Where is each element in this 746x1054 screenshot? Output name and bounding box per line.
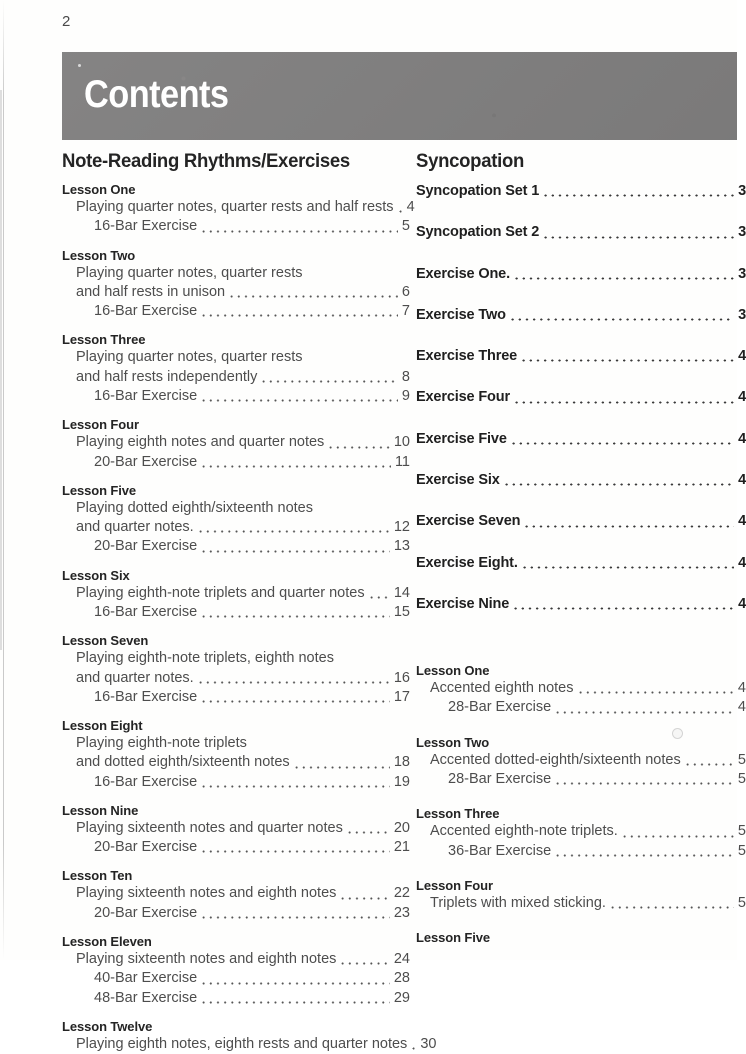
toc-entry[interactable] <box>62 453 410 472</box>
toc-entry-label: 16-Bar Exercise <box>94 773 198 790</box>
toc-entry-label: Exercise Nine <box>416 595 510 612</box>
dot-leader <box>200 314 398 317</box>
lesson-heading: Lesson Seven <box>62 633 149 649</box>
dot-leader <box>200 399 398 402</box>
dot-leader <box>609 906 734 909</box>
toc-entry-label: and quarter notes. <box>76 669 194 686</box>
toc-entry[interactable] <box>416 512 746 531</box>
section-title-syncopation <box>416 150 746 173</box>
scan-speck <box>78 64 81 67</box>
toc-entry-label: 20-Bar Exercise <box>94 839 198 856</box>
toc-page-number: 4 <box>737 680 746 697</box>
dot-leader <box>503 483 734 486</box>
toc-page-number: 8 <box>401 368 410 385</box>
toc-entry-label: Syncopation Set 2 <box>416 224 540 241</box>
toc-entry-label: Playing quarter notes, quarter rests <box>76 264 303 281</box>
lesson-heading: Lesson Three <box>416 806 500 822</box>
column-note-reading <box>62 150 437 1054</box>
toc-entry-label: 20-Bar Exercise <box>94 453 198 470</box>
toc-entry[interactable] <box>62 904 410 923</box>
toc-page-number: 6 <box>401 283 410 300</box>
toc-entry-label: 36-Bar Exercise <box>448 842 552 859</box>
toc-entry-label: Syncopation Set 1 <box>416 183 540 199</box>
page-title <box>84 73 248 117</box>
toc-entry[interactable] <box>62 734 410 753</box>
lesson-heading: Lesson Twelve <box>62 1018 153 1034</box>
dot-leader <box>542 194 734 197</box>
toc-entry-label: Playing sixteenth notes and quarter notes <box>76 819 343 836</box>
lesson-heading: Lesson One <box>62 182 136 197</box>
toc-entry-label: Accented eighth-note triplets. <box>430 823 618 840</box>
toc-entry[interactable] <box>62 198 415 217</box>
toc-page-number: 3 <box>738 306 746 323</box>
toc-entry[interactable] <box>62 283 410 302</box>
toc-entry-label: Playing quarter notes, quarter rests <box>76 349 303 366</box>
toc-page-number: 10 <box>393 434 410 451</box>
toc-page-number: 4 <box>406 199 415 215</box>
column-syncopation <box>416 150 746 946</box>
page-title-text: Contents <box>84 73 229 117</box>
scan-gutter-artifact <box>3 0 4 960</box>
page-number: 2 <box>62 13 71 30</box>
toc-entry[interactable] <box>416 554 746 573</box>
toc-entry[interactable] <box>416 698 746 717</box>
dot-leader <box>200 465 391 468</box>
toc-page-number: 14 <box>393 584 410 601</box>
toc-entry-label: Playing eighth notes and quarter notes <box>76 434 325 451</box>
toc-page-number: 5 <box>401 218 410 235</box>
dot-leader <box>293 766 390 769</box>
dot-leader <box>200 615 390 618</box>
toc-entry-label: 28-Bar Exercise <box>448 699 552 716</box>
toc-entry[interactable] <box>62 884 410 903</box>
dot-leader <box>577 691 734 694</box>
toc-entry-label: Playing eighth notes, eighth rests and quarter notes <box>76 1035 408 1052</box>
dot-leader <box>513 277 734 280</box>
dot-leader <box>339 962 389 965</box>
dot-leader <box>327 446 390 449</box>
toc-entry[interactable] <box>62 217 410 236</box>
dot-leader <box>200 550 390 553</box>
toc-entry[interactable] <box>62 753 410 772</box>
lesson-heading: Lesson Five <box>62 482 137 498</box>
toc-entry[interactable] <box>62 838 410 857</box>
toc-entry[interactable] <box>62 819 410 838</box>
toc-entry[interactable] <box>416 595 746 614</box>
lesson-heading: Lesson Five <box>416 930 491 946</box>
toc-entry-label: Exercise Four <box>416 389 510 406</box>
toc-entry-label: 48-Bar Exercise <box>94 989 198 1006</box>
toc-page-number: 13 <box>393 538 410 555</box>
lesson-heading: Lesson Nine <box>62 802 139 818</box>
toc-entry-label: 16-Bar Exercise <box>94 387 198 404</box>
lesson-heading: Lesson Four <box>62 417 139 433</box>
toc-page-number: 7 <box>401 303 410 320</box>
toc-entry-label: Exercise Eight. <box>416 554 518 571</box>
toc-page-number: 4 <box>738 595 746 612</box>
toc-entry[interactable] <box>62 348 410 367</box>
toc-entry[interactable] <box>62 688 410 707</box>
toc-page-number: 19 <box>393 773 410 790</box>
dot-leader <box>200 982 390 985</box>
toc-page-number: 4 <box>738 554 746 571</box>
toc-page-number: 5 <box>737 770 746 787</box>
toc-page-number: 5 <box>737 823 746 840</box>
toc-page-number: 4 <box>738 348 746 365</box>
toc-entry[interactable] <box>416 388 746 407</box>
toc-entry[interactable] <box>416 347 746 366</box>
toc-page-number: 4 <box>738 513 746 530</box>
lesson-heading: Lesson Eight <box>62 718 143 734</box>
toc-entry[interactable] <box>416 822 746 841</box>
dot-leader <box>368 596 390 599</box>
toc-entry[interactable] <box>62 264 410 283</box>
toc-entry-label: 16-Bar Exercise <box>94 603 198 620</box>
toc-entry[interactable] <box>62 950 410 969</box>
dot-leader <box>200 700 390 703</box>
section-title-note-reading <box>62 150 410 173</box>
dot-leader <box>513 401 734 404</box>
toc-entry-label: Exercise One. <box>416 265 510 282</box>
toc-entry-label: 16-Bar Exercise <box>94 303 198 320</box>
toc-entry[interactable] <box>416 265 746 284</box>
dot-leader <box>200 785 390 788</box>
dot-leader <box>410 1047 416 1050</box>
toc-entry-label: Playing quarter notes, quarter rests and half rests <box>76 199 394 215</box>
dot-leader <box>260 380 398 383</box>
dot-leader <box>200 916 390 919</box>
dot-leader <box>509 318 734 321</box>
toc-entry[interactable] <box>416 223 746 242</box>
lesson-heading: Lesson Three <box>62 332 146 348</box>
dot-leader <box>554 854 734 857</box>
toc-entry-label: Playing sixteenth notes and eighth notes <box>76 951 337 968</box>
lesson-heading: Lesson Two <box>62 247 136 263</box>
toc-page-number: 18 <box>393 754 410 771</box>
toc-entry[interactable] <box>416 306 746 325</box>
toc-entry-label: and dotted eighth/sixteenth notes <box>76 754 290 771</box>
dot-leader <box>520 359 734 362</box>
toc-entry[interactable] <box>62 969 410 988</box>
toc-page-number: 9 <box>401 387 410 404</box>
lesson-heading: Lesson Eleven <box>62 934 152 950</box>
toc-page-number: 3 <box>738 224 746 241</box>
section-title-text: Syncopation <box>416 150 525 172</box>
left-column-entries <box>62 182 437 1054</box>
lesson-heading: Lesson Ten <box>62 868 133 884</box>
section-title-text: Note-Reading Rhythms/Exercises <box>62 150 350 172</box>
toc-page-number: 4 <box>738 430 746 447</box>
toc-entry[interactable] <box>62 1035 437 1054</box>
toc-page-number: 11 <box>394 453 410 470</box>
toc-entry[interactable] <box>62 499 410 518</box>
toc-entry[interactable] <box>62 387 410 406</box>
lesson-heading: Lesson Six <box>62 567 130 583</box>
toc-entry-label: 28-Bar Exercise <box>448 770 552 787</box>
toc-page-number: 16 <box>393 669 410 686</box>
dot-leader <box>684 763 734 766</box>
toc-entry-label: 40-Bar Exercise <box>94 970 198 987</box>
toc-entry[interactable] <box>416 842 746 861</box>
toc-entry-label: and quarter notes. <box>76 519 194 536</box>
toc-entry[interactable] <box>62 773 410 792</box>
toc-entry[interactable] <box>416 679 746 698</box>
toc-page-number: 5 <box>737 751 746 768</box>
toc-entry-label: and half rests in unison <box>76 283 226 300</box>
toc-page-number: 5 <box>737 894 746 911</box>
toc-page-number: 29 <box>393 989 410 1006</box>
toc-entry-label: Exercise Two <box>416 306 506 323</box>
toc-page-number: 3 <box>738 183 746 199</box>
dot-leader <box>521 566 734 569</box>
dot-leader <box>200 1001 390 1004</box>
dot-leader <box>621 835 734 838</box>
dot-leader <box>200 850 390 853</box>
toc-entry[interactable] <box>416 471 746 490</box>
toc-entry-label: Triplets with mixed sticking. <box>430 894 606 911</box>
scan-smudge <box>672 728 683 739</box>
scan-edge-artifact <box>0 90 2 650</box>
toc-entry-label: Exercise Five <box>416 430 507 447</box>
dot-leader <box>397 210 403 213</box>
toc-page-number: 4 <box>738 389 746 406</box>
dot-leader <box>554 711 734 714</box>
toc-entry-label: Playing eighth-note triplets, eighth notes <box>76 650 334 667</box>
toc-page-number: 15 <box>393 603 410 620</box>
toc-entry[interactable] <box>416 182 746 201</box>
toc-entry[interactable] <box>62 518 410 537</box>
lesson-heading: Lesson Four <box>416 877 493 893</box>
dot-leader <box>542 236 734 239</box>
toc-entry-label: Playing eighth-note triplets <box>76 735 247 752</box>
toc-page-number: 4 <box>737 699 746 716</box>
toc-page-number: 21 <box>393 839 410 856</box>
dot-leader <box>510 442 734 445</box>
toc-page-number: 4 <box>738 471 746 488</box>
toc-entry-label: Exercise Six <box>416 471 500 488</box>
dot-leader <box>197 681 390 684</box>
toc-entry[interactable] <box>62 537 410 556</box>
toc-entry-label: Accented eighth notes <box>430 680 574 697</box>
toc-entry-label: 20-Bar Exercise <box>94 538 198 555</box>
dot-leader <box>523 525 734 528</box>
dot-leader <box>228 295 398 298</box>
toc-entry[interactable] <box>62 669 410 688</box>
section-spacer <box>416 636 746 646</box>
toc-entry[interactable] <box>62 368 410 387</box>
dot-leader <box>197 530 390 533</box>
toc-entry-label: 20-Bar Exercise <box>94 904 198 921</box>
toc-page-number: 5 <box>737 842 746 859</box>
toc-page-number: 20 <box>393 819 410 836</box>
toc-entry-label: 16-Bar Exercise <box>94 218 198 235</box>
toc-entry-label: and half rests independently <box>76 368 258 385</box>
dot-leader <box>200 230 398 233</box>
dot-leader <box>512 607 734 610</box>
toc-page-number: 3 <box>738 265 746 282</box>
toc-entry-label: Exercise Three <box>416 348 518 365</box>
toc-entry[interactable] <box>416 894 746 913</box>
lesson-heading: Lesson Two <box>416 734 490 750</box>
toc-page-number: 24 <box>393 951 410 968</box>
toc-entry-label: Playing sixteenth notes and eighth notes <box>76 885 337 902</box>
toc-entry[interactable] <box>62 603 410 622</box>
lesson-heading: Lesson One <box>416 663 490 679</box>
toc-page-number: 22 <box>393 885 410 902</box>
toc-page-number: 17 <box>393 688 410 705</box>
toc-page-number: 28 <box>393 970 410 987</box>
toc-entry[interactable] <box>416 430 746 449</box>
dot-leader <box>339 897 389 900</box>
toc-entry[interactable] <box>62 649 410 668</box>
toc-entry[interactable] <box>62 584 410 603</box>
toc-entry-label: Exercise Seven <box>416 513 521 530</box>
toc-page-number: 23 <box>393 904 410 921</box>
toc-entry[interactable] <box>62 989 410 1008</box>
toc-entry-label: Playing dotted eighth/sixteenth notes <box>76 499 313 516</box>
dot-leader <box>346 831 390 834</box>
toc-entry[interactable] <box>62 433 410 452</box>
toc-entry[interactable] <box>62 302 410 321</box>
dot-leader <box>554 782 734 785</box>
toc-entry[interactable] <box>416 770 746 789</box>
toc-entry-label: Accented dotted-eighth/sixteenth notes <box>430 751 681 768</box>
right-column-entries <box>416 182 746 945</box>
toc-entry[interactable] <box>416 751 746 770</box>
toc-entry-label: Playing eighth-note triplets and quarter notes <box>76 584 365 601</box>
toc-entry-label: 16-Bar Exercise <box>94 688 198 705</box>
toc-page-number: 12 <box>393 519 410 536</box>
contents-header-band <box>62 52 737 140</box>
toc-page-number: 30 <box>420 1035 437 1052</box>
